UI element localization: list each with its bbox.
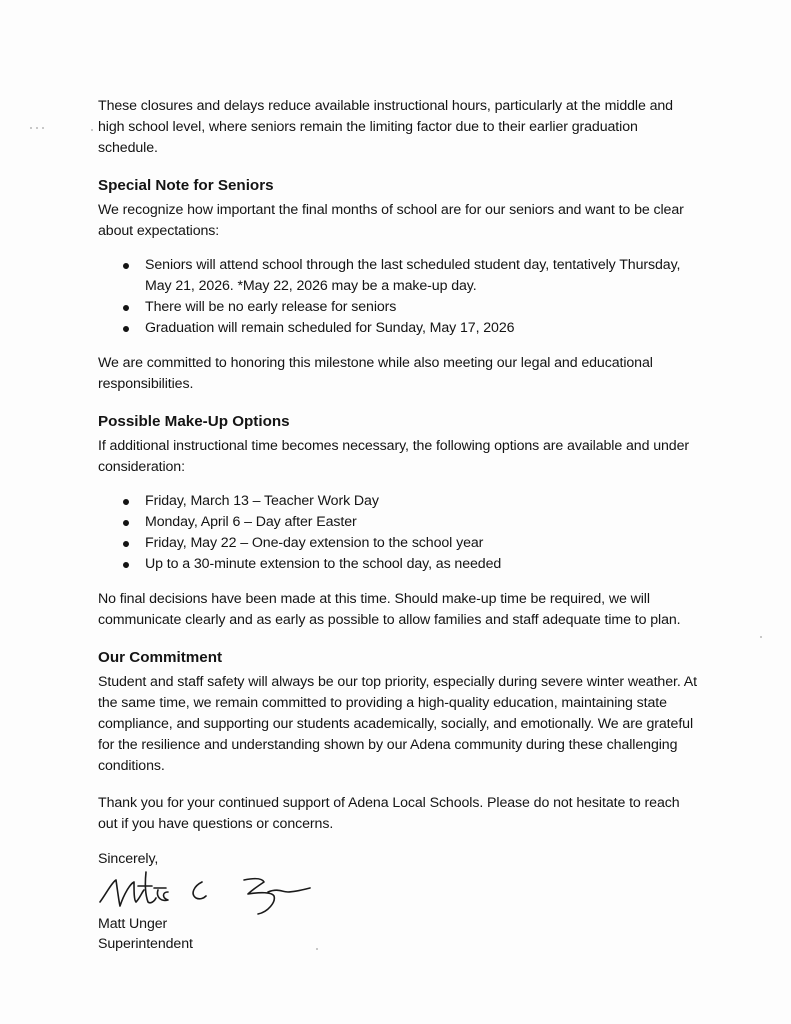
letter-body <box>98 96 698 954</box>
commitment-paragraph: Student and staff safety will always be our top priority, especially during severe winter weather. At the same time, we remain committed to providing a high-quality education, maintaining state compliance, and supporting our students academically, socially, and emotionally. We are grateful for the resilience and understanding shown by our Adena community during these challenging conditions. <box>98 674 697 774</box>
scan-speck <box>760 636 762 638</box>
makeup-paragraph: If additional instructional time becomes necessary, the following options are available and under consideration: <box>98 438 689 475</box>
makeup-heading: Possible Make-Up Options <box>98 413 290 430</box>
list-item: Seniors will attend school through the last scheduled student day, tentatively Thursday, May 21, 2026. *May 22, 2026 may be a make-up day. <box>145 255 698 297</box>
intro-paragraph: These closures and delays reduce available instructional hours, particularly at the middle and high school level, where seniors remain the limiting factor due to their earlier graduation schedule. <box>98 98 673 156</box>
seniors-heading: Special Note for Seniors <box>98 177 274 194</box>
list-item: Monday, April 6 – Day after Easter <box>145 512 698 533</box>
signature-block <box>98 914 698 954</box>
scan-speck <box>91 129 93 131</box>
makeup-bullet-list <box>98 491 698 575</box>
scan-speck <box>42 127 44 129</box>
seniors-paragraph: We recognize how important the final months of school are for our seniors and want to be clear about expectations: <box>98 202 684 239</box>
scan-speck <box>36 127 38 129</box>
signature-drawing <box>98 864 358 920</box>
scan-speck <box>30 127 32 129</box>
seniors-bullet-list <box>98 255 698 339</box>
signature <box>98 870 698 914</box>
list-item: Graduation will remain scheduled for Sunday, May 17, 2026 <box>145 318 698 339</box>
list-item: Friday, March 13 – Teacher Work Day <box>145 491 698 512</box>
list-item: Up to a 30-minute extension to the school day, as needed <box>145 554 698 575</box>
seniors-closing-paragraph: We are committed to honoring this milestone while also meeting our legal and educational responsibilities. <box>98 355 653 392</box>
list-item: There will be no early release for seniors <box>145 297 698 318</box>
thanks-paragraph: Thank you for your continued support of Adena Local Schools. Please do not hesitate to reach out if you have questions or concerns. <box>98 795 680 832</box>
commitment-heading: Our Commitment <box>98 649 223 666</box>
signoff-text: Sincerely, <box>98 851 159 867</box>
signer-title: Superintendent <box>98 936 193 952</box>
makeup-closing-paragraph: No final decisions have been made at this time. Should make-up time be required, we will communicate clearly and as early as possible to allow families and staff adequate time to plan. <box>98 591 681 628</box>
list-item: Friday, May 22 – One-day extension to the school year <box>145 533 698 554</box>
signer-name: Matt Unger <box>98 916 168 932</box>
